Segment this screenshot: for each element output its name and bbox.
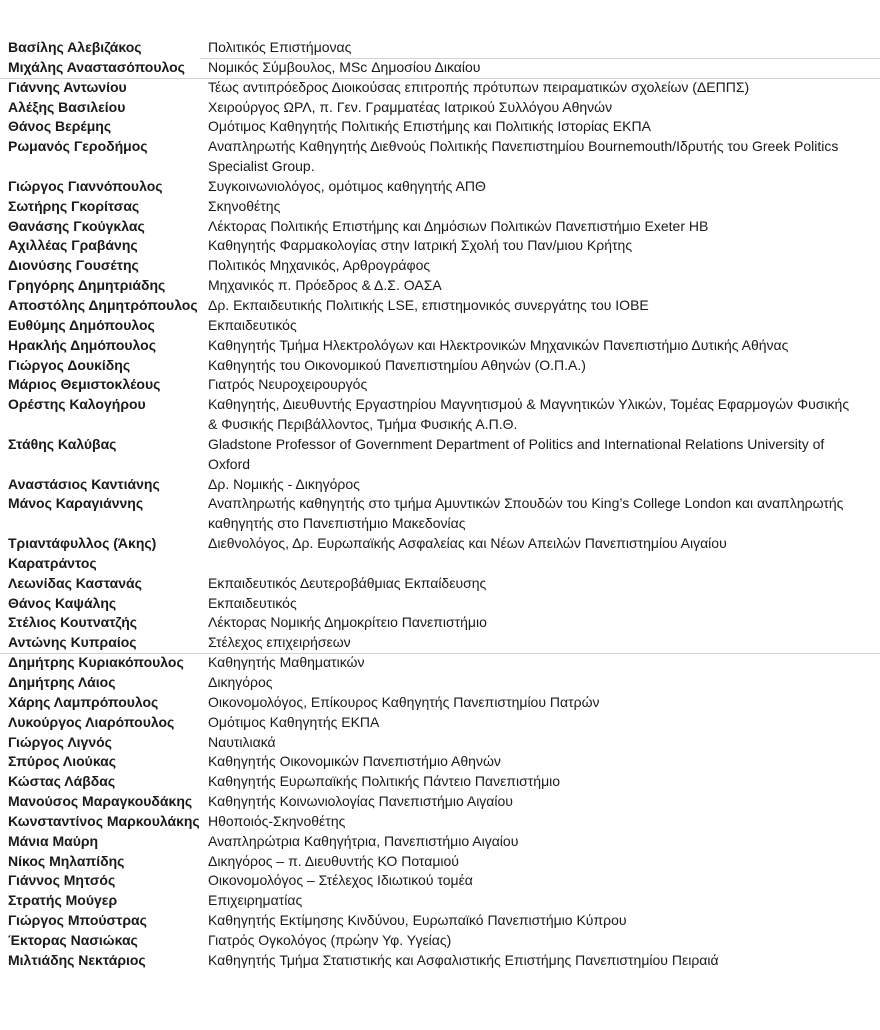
person-description: Δικηγόρος [208,674,273,690]
list-row [8,752,880,772]
person-name: Γιώργος Δουκίδης [8,356,131,373]
list-row [8,256,880,276]
list-row [8,296,880,316]
person-name: Στρατής Μούγερ [8,892,118,909]
person-description: Λέκτορας Νομικής Δημοκρίτειο Πανεπιστήμιο [208,614,487,631]
list-row [8,98,880,118]
person-name: Ευθύμης Δημόπουλος [8,316,155,333]
list-row [8,852,880,872]
list-row [8,792,880,812]
list-row [8,713,880,733]
person-name: Λεωνίδας Καστανάς [8,574,142,591]
list-row [8,574,880,594]
person-name: Τριαντάφυλλος (Άκης) Καρατράντος [8,535,157,571]
list-row [8,475,880,495]
person-name: Σπύρος Λιούκας [8,753,117,770]
person-description: Καθηγητής Τμήμα Ηλεκτρολόγων και Ηλεκτρονικών Μηχανικών Πανεπιστήμιο Δυτικής Αθήνας [208,336,789,353]
person-name: Στέλιος Κουτνατζής [8,614,138,631]
list-row [8,197,880,217]
person-name: Μάνια Μαύρη [8,832,99,849]
list-row [8,673,880,693]
person-name: Μανούσος Μαραγκουδάκης [8,793,193,810]
person-description: Αναπληρώτρια Καθηγήτρια, Πανεπιστήμιο Αιγαίου [208,832,519,849]
person-description: Εκπαιδευτικός Δευτεροβάθμιας Εκπαίδευσης [208,574,487,591]
person-name: Θανάσης Γκούγκλας [8,217,145,234]
person-description: Τέως αντιπρόεδρος Διοικούσας επιτροπής πρότυπων πειραματικών σχολείων (ΔΕΠΠΣ) [208,78,750,95]
person-description: Καθηγητής Μαθηματικών [208,654,365,671]
person-name: Μάνος Καραγιάννης [8,495,144,512]
person-description: Στέλεχος επιχειρήσεων [208,634,351,651]
person-description: Καθηγητής Οικονομικών Πανεπιστήμιο Αθηνών [208,753,501,770]
person-description: Οικονομολόγος – Στέλεχος Ιδιωτικού τομέα [208,872,473,889]
person-description: Νομικός Σύμβουλος, MSc Δημοσίου Δικαίου [208,58,481,75]
list-row [8,395,880,435]
person-description: Καθηγητής του Οικονομικού Πανεπιστημίου Αθηνών (Ο.Π.Α.) [208,356,586,373]
person-name: Δημήτρης Κυριακόπουλος [8,654,184,671]
person-description: Γιατρός Ογκολόγος (πρώην Υφ. Υγείας) [208,931,452,948]
person-name: Κώστας Λάβδας [8,773,116,790]
list-row [8,58,880,78]
person-name: Γιώργος Λιγνός [8,733,112,750]
list-row [8,177,880,197]
person-description: Δρ. Εκπαιδευτικής Πολιτικής LSE, επιστημονικός συνεργάτης του ΙΟΒΕ [208,296,649,313]
person-description: Οικονομολόγος, Επίκουρος Καθηγητής Πανεπιστημίου Πατρών [208,693,600,710]
person-description: Ηθοποιός-Σκηνοθέτης [208,812,346,829]
person-name: Ορέστης Καλογήρου [8,396,146,413]
list-row [8,356,880,376]
person-name: Θάνος Βερέμης [8,118,112,135]
person-name: Σωτήρης Γκορίτσας [8,197,140,214]
list-row [8,613,880,633]
person-name: Αλέξης Βασιλείου [8,98,126,115]
person-name: Λυκούργος Λιαρόπουλος [8,713,175,730]
person-description: Σκηνοθέτης [208,197,281,214]
person-name: Αχιλλέας Γραβάνης [8,237,138,254]
person-name: Νίκος Μηλαπίδης [8,852,125,869]
person-description: Μηχανικός π. Πρόεδρος & Δ.Σ. ΟΑΣΑ [208,277,442,294]
person-name: Μιχάλης Αναστασόπουλος [8,58,185,75]
person-description: Εκπαιδευτικός [208,316,297,333]
list-row [8,236,880,256]
list-row [8,951,880,971]
person-description: Ναυτιλιακά [208,733,276,750]
list-row [8,375,880,395]
list-row [8,435,880,475]
person-name: Έκτορας Νασιώκας [8,931,138,948]
list-row [8,38,880,58]
list-row [8,594,880,614]
person-name: Αναστάσιος Καντιάνης [8,475,160,492]
list-row [8,117,880,137]
person-name: Ηρακλής Δημόπουλος [8,336,156,353]
person-description: Πολιτικός Μηχανικός, Αρθρογράφος [208,257,431,274]
list-row [8,911,880,931]
person-name: Θάνος Καψάλης [8,594,117,611]
person-description: Ομότιμος Καθηγητής ΕΚΠΑ [208,713,380,730]
person-name: Μιλτιάδης Νεκτάριος [8,951,146,968]
person-name: Αντώνης Κυπραίος [8,634,137,651]
person-name: Γιάννης Αντωνίου [8,78,127,95]
person-description: Γιατρός Νευροχειρουργός [208,376,368,393]
person-name: Ρωμανός Γεροδήμος [8,138,148,155]
signatories-list [8,38,880,971]
list-row [8,653,880,673]
list-row [8,336,880,356]
list-row [8,931,880,951]
person-name: Γιώργος Μπούστρας [8,912,147,929]
list-row [8,78,880,98]
person-description: Καθηγητής Φαρμακολογίας στην Ιατρική Σχολή του Παν/μιου Κρήτης [208,237,633,254]
person-description: Διεθνολόγος, Δρ. Ευρωπαϊκής Ασφαλείας και Νέων Απειλών Πανεπιστημίου Αιγαίου [208,535,727,552]
list-row [8,633,880,653]
list-row [8,316,880,336]
list-row [8,871,880,891]
list-row [8,534,880,574]
person-description: Χειρούργος ΩΡΛ, π. Γεν. Γραμματέας Ιατρικού Συλλόγου Αθηνών [208,98,613,115]
person-description: Συγκοινωνιολόγος, ομότιμος καθηγητής ΑΠΘ [208,177,486,194]
person-description: Λέκτορας Πολιτικής Επιστήμης και Δημόσιων Πολιτικών Πανεπιστήμιο Exeter ΗΒ [208,217,709,234]
person-description: Καθηγητής Κοινωνιολογίας Πανεπιστήμιο Αιγαίου [208,793,513,810]
list-row [8,733,880,753]
person-name: Βασίλης Αλεβιζάκος [8,39,142,55]
list-row [8,276,880,296]
person-name: Γιάννος Μητσός [8,872,116,889]
person-description: Ομότιμος Καθηγητής Πολιτικής Επιστήμης και Πολιτικής Ιστορίας ΕΚΠΑ [208,118,651,135]
person-description: Καθηγητής, Διευθυντής Εργαστηρίου Μαγνητισμού & Μαγνητικών Υλικών, Τομέας Εφαρμογών Φυσικής & Φυσικής Περιβάλλοντος, Τμήμα Φυσικής Α.Π.Θ. [208,396,850,433]
person-description: Δρ. Νομικής - Δικηγόρος [208,475,360,492]
person-name: Δημήτρης Λάιος [8,674,116,690]
list-row [8,137,880,177]
person-description: Καθηγητής Ευρωπαϊκής Πολιτικής Πάντειο Πανεπιστήμιο [208,773,561,790]
person-name: Γρηγόρης Δημητριάδης [8,277,166,294]
person-name: Γιώργος Γιαννόπουλος [8,177,163,194]
list-row [8,693,880,713]
person-description: Εκπαιδευτικός [208,594,297,611]
person-name: Μάριος Θεμιστοκλέους [8,376,161,393]
list-row [8,832,880,852]
person-description: Καθηγητής Εκτίμησης Κινδύνου, Ευρωπαϊκό Πανεπιστήμιο Κύπρου [208,912,627,929]
person-description: Gladstone Professor of Government Department of Politics and International Relations University of Oxford [208,435,825,472]
person-name: Κωνσταντίνος Μαρκουλάκης [8,812,200,829]
person-description: Πολιτικός Επιστήμονας [208,39,352,55]
person-name: Χάρης Λαμπρόπουλος [8,693,159,710]
list-row [8,217,880,237]
person-description: Αναπληρωτής καθηγητής στο τμήμα Αμυντικών Σπουδών του King’s College London και αναπληρωτής καθηγητής στο Πανεπιστήμιο Μακεδονίας [208,495,844,532]
person-description: Αναπληρωτής Καθηγητής Διεθνούς Πολιτικής Πανεπιστημίου Bournemouth/Ιδρυτής του Greek Politics Specialist Group. [208,138,839,175]
list-row [8,494,880,534]
person-description: Δικηγόρος – π. Διευθυντής ΚΟ Ποταμιού [208,852,459,869]
list-row [8,891,880,911]
person-name: Διονύσης Γουσέτης [8,257,139,274]
list-row [8,812,880,832]
person-description: Καθηγητής Τμήμα Στατιστικής και Ασφαλιστικής Επιστήμης Πανεπιστημίου Πειραιά [208,951,719,968]
person-description: Επιχειρηματίας [208,892,303,909]
person-name: Στάθης Καλύβας [8,435,117,452]
list-row [8,772,880,792]
person-name: Αποστόλης Δημητρόπουλος [8,296,198,313]
